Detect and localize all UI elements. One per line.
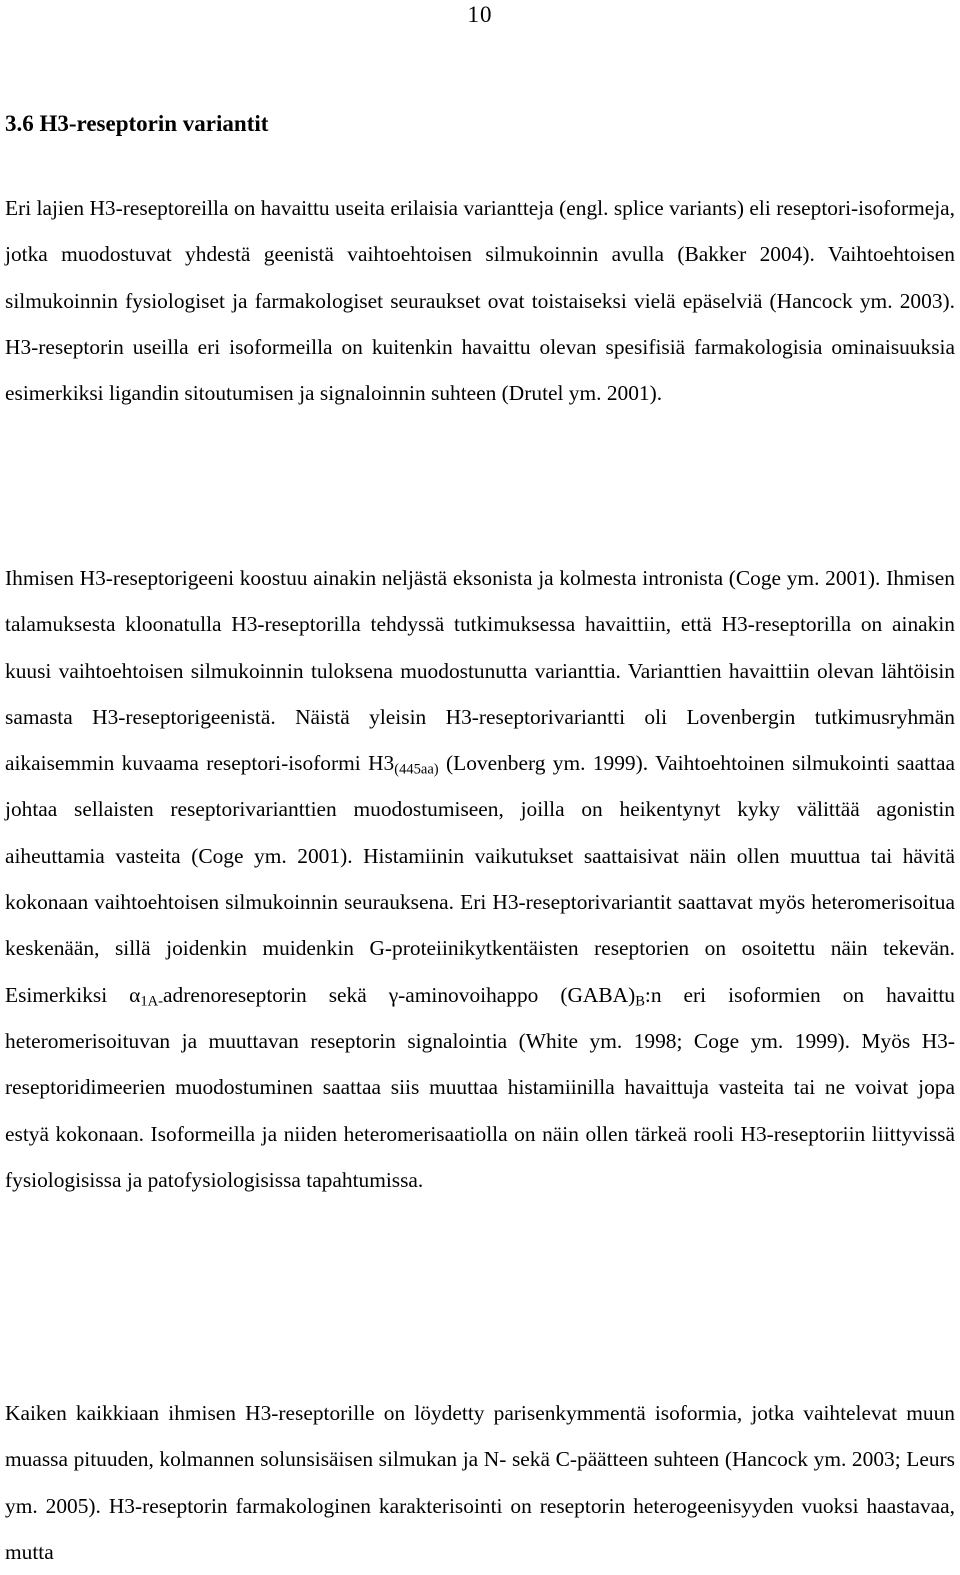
subscript-1a: 1A-: [140, 993, 164, 1010]
subscript-445aa: (445aa): [394, 761, 439, 778]
section-heading: 3.6 H3-reseptorin variantit: [5, 111, 269, 136]
paragraph-text: (Lovenberg ym. 1999). Vaihtoehtoinen silmukointi saattaa johtaa sellaisten reseptorivarianttien muodostumiseen, joilla on heikentynyt kyky välittää agonistin aiheuttamia vasteita (Coge ym. 2001). Histamiinin vaikutukset saattaisivat näin ollen muuttua tai hävitä kokonaan vaihtoehtoisen silmukoinnin seurauksena. Eri H3-reseptorivariantit saattavat myös heteromerisoitua keskenään, sillä joidenkin muidenkin G-proteiinikytkentäisten reseptorien on osoitettu näin tekevän. Esimerkiksi α: [5, 751, 955, 1007]
paragraph-isoform-count: Kaiken kaikkiaan ihmisen H3-reseptorille on löydetty parisenkymmentä isoformia, jotka vaihtelevat muun muassa pituuden, kolmannen solunsisäisen silmukan ja N- sekä C-päätteen suhteen (Hancock ym. 2003; Leurs ym. 2005). H3-reseptorin farmakologinen karakterisointi on reseptorin heterogeenisyyden vuoksi haastavaa, mutta: [5, 1401, 955, 1564]
paragraph-text: Ihmisen H3-reseptorigeeni koostuu ainakin neljästä eksonista ja kolmesta intronista (Coge ym. 2001). Ihmisen talamuksesta kloonatulla H3-reseptorilla tehdyssä tutkimuksessa havaittiin, että H3-reseptorilla on ainakin kuusi vaihtoehtoisen silmukoinnin tuloksena muodostunutta varianttia. Varianttien havaittiin olevan lähtöisin samasta H3-reseptorigeenistä. Näistä yleisin H3-reseptorivariantti oli Lovenbergin tutkimusryhmän aikaisemmin kuvaama reseptori-isoformi H3: [5, 566, 955, 776]
page-number: 10: [467, 2, 493, 27]
paragraph-text: :n eri isoformien on havaittu heteromerisoituvan ja muuttavan reseptorin signalointia (White ym. 1998; Coge ym. 1999). Myös H3-reseptoridimeerien muodostuminen saattaa siis muuttaa histamiinilla havaittuja vasteita tai ne voivat jopa estyä kokonaan. Isoformeilla ja niiden heteromerisaatiolla on näin ollen tärkeä rooli H3-reseptoriin liittyvissä fysiologisissa ja patofysiologisissa tapahtumissa.: [5, 982, 955, 1192]
subscript-b: B: [635, 993, 645, 1010]
paragraph-text: adrenoreseptorin sekä γ-aminovoihappo (GABA): [163, 982, 636, 1007]
paragraph-human-h3-gene: [5, 555, 955, 1203]
paragraph-isoforms-intro: Eri lajien H3-reseptoreilla on havaittu useita erilaisia variantteja (engl. splice variants) eli reseptori-isoformeja, jotka muodostuvat yhdestä geenistä vaihtoehtoisen silmukoinnin avulla (Bakker 2004). Vaihtoehtoisen silmukoinnin fysiologiset ja farmakologiset seuraukset ovat toistaiseksi vielä epäselviä (Hancock ym. 2003). H3-reseptorin useilla eri isoformeilla on kuitenkin havaittu olevan spesifisiä farmakologisia ominaisuuksia esimerkiksi ligandin sitoutumisen ja signaloinnin suhteen (Drutel ym. 2001).: [5, 196, 955, 406]
